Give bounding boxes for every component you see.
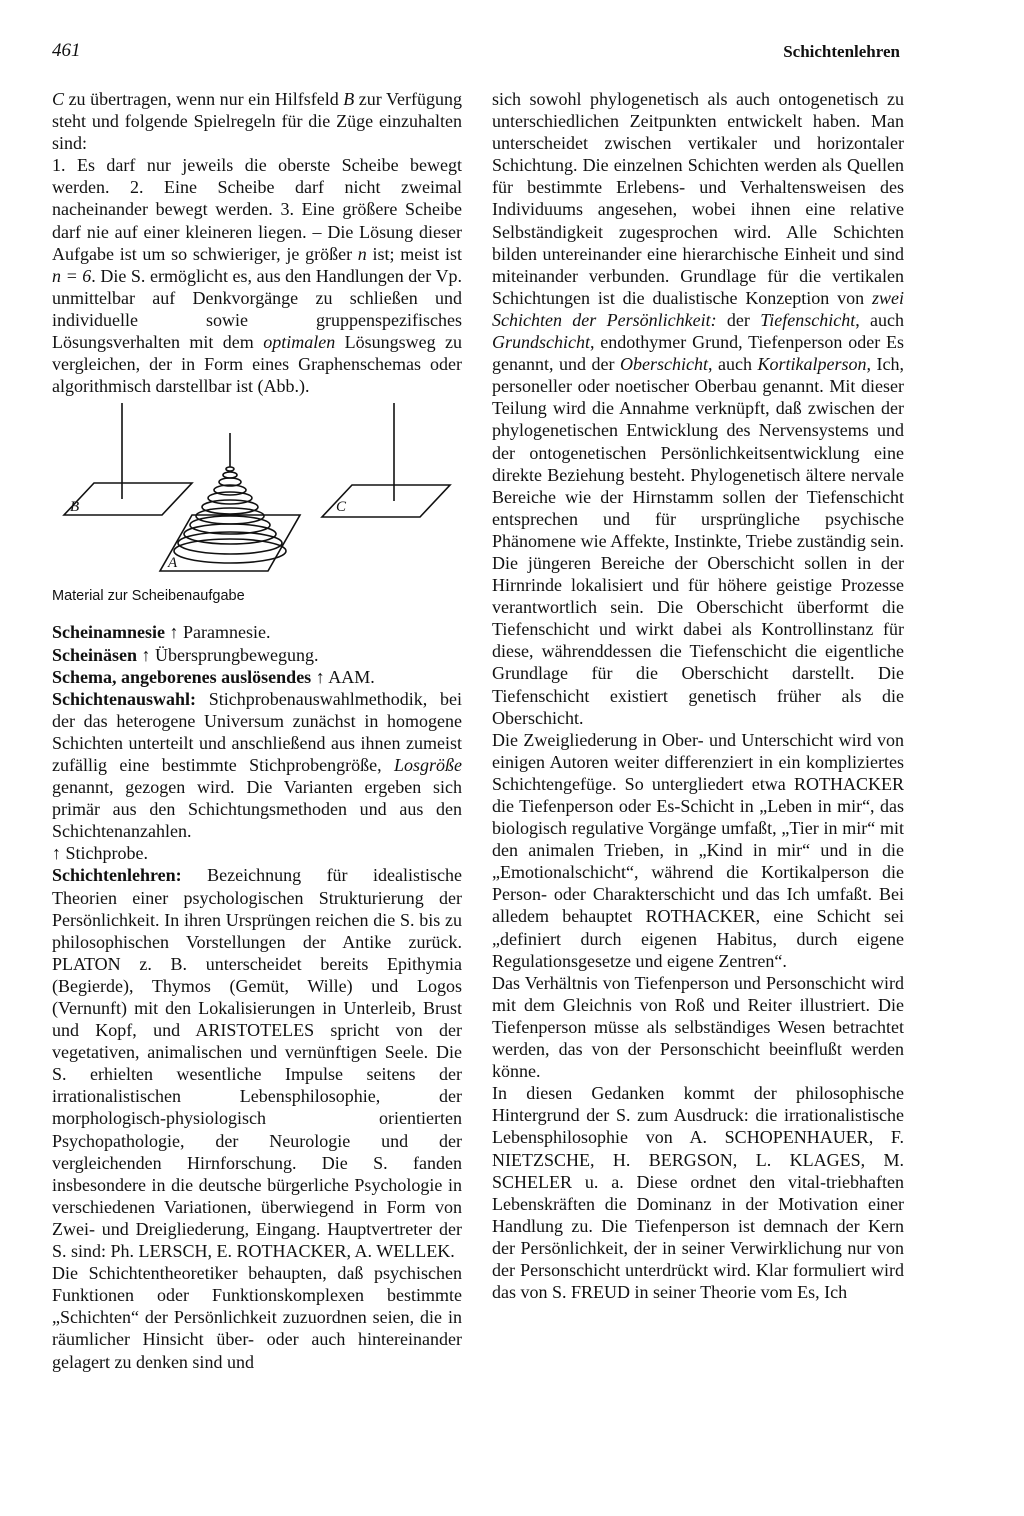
emphasis: Grundschicht [492,332,590,353]
text: , auch [707,354,752,375]
entry-schichtenauswahl [52,688,462,865]
text: genannt, gezogen wird. Die Varianten ergeben sich primär aus den Schichtungsmethoden und aus den Schichtenanzahlen. [52,777,462,842]
paragraph [52,154,462,397]
emphasis: optimalen [263,332,336,353]
text: . Die S. ermöglicht es, aus den Handlungen der Vp. unmittelbar auf Denkvorgänge zu schließen und individuelle sowie gruppenspezifisches Lösungsverhalten mit dem [52,265,463,353]
figure-caption: Material zur Scheibenaufgabe [52,588,245,605]
disk [226,467,234,471]
disk [178,532,282,554]
emphasis: Oberschicht [620,354,708,375]
disk [223,472,237,478]
entry-schichtenlehren [52,864,462,1262]
entry-scheinamnesie [52,621,462,643]
disk [202,500,258,514]
variable: n = 6 [52,265,92,286]
text: Verfügung steht und folgende Spielregeln für die Züge einzuhalten sind: [52,89,462,154]
entry-scheinaesen [52,644,462,666]
paragraph: In diesen Gedanken kommt der philosophische Hintergrund der S. zum Ausdruck: die irrationalistische Lebensphilosophie von A. SCHOPENHAUER, F. NIETZSCHE, H. BERGSON, L. KLAGES, M. SCHELER u. a. Diese ordnet den vital-triebhaften Lebenskräften die Dominanz in der Motivation einer Handlung zu. Die Tiefenperson ist demnach der Kern der Persönlichkeit, der in seiner Verwirklichung nur von der Personschicht unterdrückt wird. Klar formuliert wird das von S. FREUD in seiner Theorie vom Es, Ich [492,1083,904,1303]
paragraph [52,1262,462,1372]
label-a: A [168,555,178,572]
cross-reference: ↑ AAM. [315,666,375,687]
paragraph: Das Verhältnis von Tiefenperson und Personschicht wird mit dem Gleichnis von Roß und Reiter illustriert. Die Tiefenperson müsse als selbständiges Wesen betrachtet werden, das von der Personschicht beeinflußt werden könne. [492,972,904,1082]
cross-reference: ↑ Stichprobe. [52,843,148,864]
entry-headword: Schichtenauswahl: [52,688,197,709]
text: , auch [855,309,905,330]
label-c: C [336,499,347,516]
text: der [726,309,750,330]
text: 1. Es darf nur jeweils die oberste Scheibe bewegt werden. 2. Eine Scheibe darf nicht zweimal nacheinander bewegt werden. 3. Eine größere Scheibe darf nie auf einer kleineren liegen. – Die Lösung dieser Aufgabe ist um so schwieriger, je größer [52,155,462,264]
text: Bezeichnung für idealistische Theorien einer psychologischen Strukturierung der Persönlichkeit. In ihren Ursprüngen reichen die S. bis zu philosophischen Vorstellungen der Antike zurück. PLATON z. B. unterscheidet bereits Epithymia (Begierde), Thymos (Gemüt, Wille) und Logos (Vernunft) mit den Lokalisierungen in Unterleib, Brust und Kopf, und ARISTOTELES spricht von der vegetativen, animalischen und vernünftigen Seele. Die S. erhielten wesentliche Impulse seitens der irrationalistischen Lebensphilosophie, der morphologisch-physiologisch orientierten Psychopathologie, der Neurologie und der vergleichenden Hirnforschung. Die S. fanden insbesondere in die deutsche bürgerliche Psychologie in verschiedenen Variationen, überwiegend in Form von Zwei- und Dreigliederung, Eingang. Hauptvertreter der S. sind: Ph. LERSCH, E. ROTHACKER, A. WELLEK. [52,865,462,1262]
variable: n [357,243,367,264]
paragraph [492,88,904,729]
label-b: B [70,499,80,516]
paragraph: Die Zweigliederung in Ober- und Unterschicht wird von einigen Autoren weiter differenziert in ein kompliziertes Schichtengefüge. So untergliedert etwa ROTHACKER die Tiefenperson oder Es-Schicht in „Leben in mir“, das biologisch regulative Vorgänge umfaßt, „Tier in mir“ mit den animalen Trieben, in „Kind in mir“ und in die „Emotionalschicht“, während die Kortikalperson die Person- oder Charakterschicht und das Ich umfaßt. Bei alledem behauptet ROTHACKER, eine Schicht sei „definiert durch eigenen Habitus, durch eigene Regulationsgesetze und eigene Zentren“. [492,729,904,971]
text: Lösungsweg zu vergleichen, der in Form eines Graphenschemas oder algorithmisch darstellbar ist (Abb.). [52,332,463,397]
tower-of-hanoi-figure [52,403,462,583]
text: sich sowohl phylogenetisch als auch ontogenetisch zu unterschiedlichen Zeitpunkten entwickelt haben. Man unterscheidet zwischen vertikaler und horizontaler Schichtung. Die einzelnen Schichten werden als Quellen für bestimmte Erlebens- und Verhaltensweisen des Individuums angesehen, wobei ihnen eine relative Selbständigkeit zugesprochen wird. Alle Schichten bilden untereinander eine hierarchische Einheit und sind miteinander verbunden. Grundlage für die vertikalen Schichtungen ist die dualistische Konzeption von [492,89,904,308]
text: , Ich, personeller oder noetischer Oberbau genannt. Mit dieser Teilung wird die Annahme verknüpft, daß zwischen der phylogenetischen Entwicklung des Nervensystems und der ontogenetischen Persönlichkeitsentwicklung eine direkte Beziehung besteht. Phylogenetisch ältere nervale Bereiche wie der Hirnstamm sollen der Tiefenschicht entsprechen und für ursprüngliche psychische Phänomene wie Affekte, Instinkte, Triebe zuständig sein. Die jüngeren Bereiche der Oberschicht sollen in der Hirnrinde lokalisiert und für höhere geistige Prozesse verantwortlich sein. Die Oberschicht überformt die Tiefenschicht und wirkt dabei als Kontrollinstanz für diese, währenddessen die Tiefenschicht die eigentliche Grundlage für die Oberschicht darstellt. Die Tiefenschicht existiert genetisch früher als die Oberschicht. [492,354,905,728]
emphasis: Kortikalperson [757,354,867,375]
entry-headword: Schema, angeborenes auslösendes [52,666,312,687]
paragraph [52,88,462,154]
cross-reference: ↑ Paramnesie. [169,622,271,643]
entry-headword: Scheinäsen [52,644,138,665]
text: zur [358,89,382,109]
variable: B [343,89,355,109]
text: zu übertragen, wenn nur ein Hilfsfeld [68,89,339,109]
emphasis: Losgröße [393,754,462,775]
text: Die Schichtentheoretiker behaupten, daß psychischen Funktionen oder Funktionskomplexen bestimmte „Schichten“ der Persönlichkeit zuzuordnen seien, die in räumlicher Hinsicht über- oder auch hintereinander gelagert zu denken sind und [52,1263,462,1372]
text: , endothymer Grund, Tiefenperson oder Es genannt, und der [492,332,904,375]
entry-headword: Schichtenlehren: [52,865,182,886]
running-head: Schichtenlehren [783,42,900,61]
disk [208,492,252,504]
emphasis: Tiefenschicht [760,309,856,330]
text: Stichprobenauswahlmethodik, bei der das heterogene Universum zunächst in homogene Schichten unterteilt und anschließend aus ihnen zumeist zufällig eine bestimmte Stichprobengröße, [52,688,463,775]
cross-reference: ↑ Übersprungbewegung. [141,644,319,665]
variable: C [52,89,65,109]
right-column [492,88,904,1303]
left-column [52,88,462,1373]
entry-headword: Scheinamnesie [52,622,166,643]
text: ist; meist ist [372,243,462,264]
page-number: 461 [52,40,81,61]
entry-schema [52,666,462,688]
platform-b [64,483,192,515]
emphasis: zwei Schichten der Persönlichkeit: [492,287,904,330]
